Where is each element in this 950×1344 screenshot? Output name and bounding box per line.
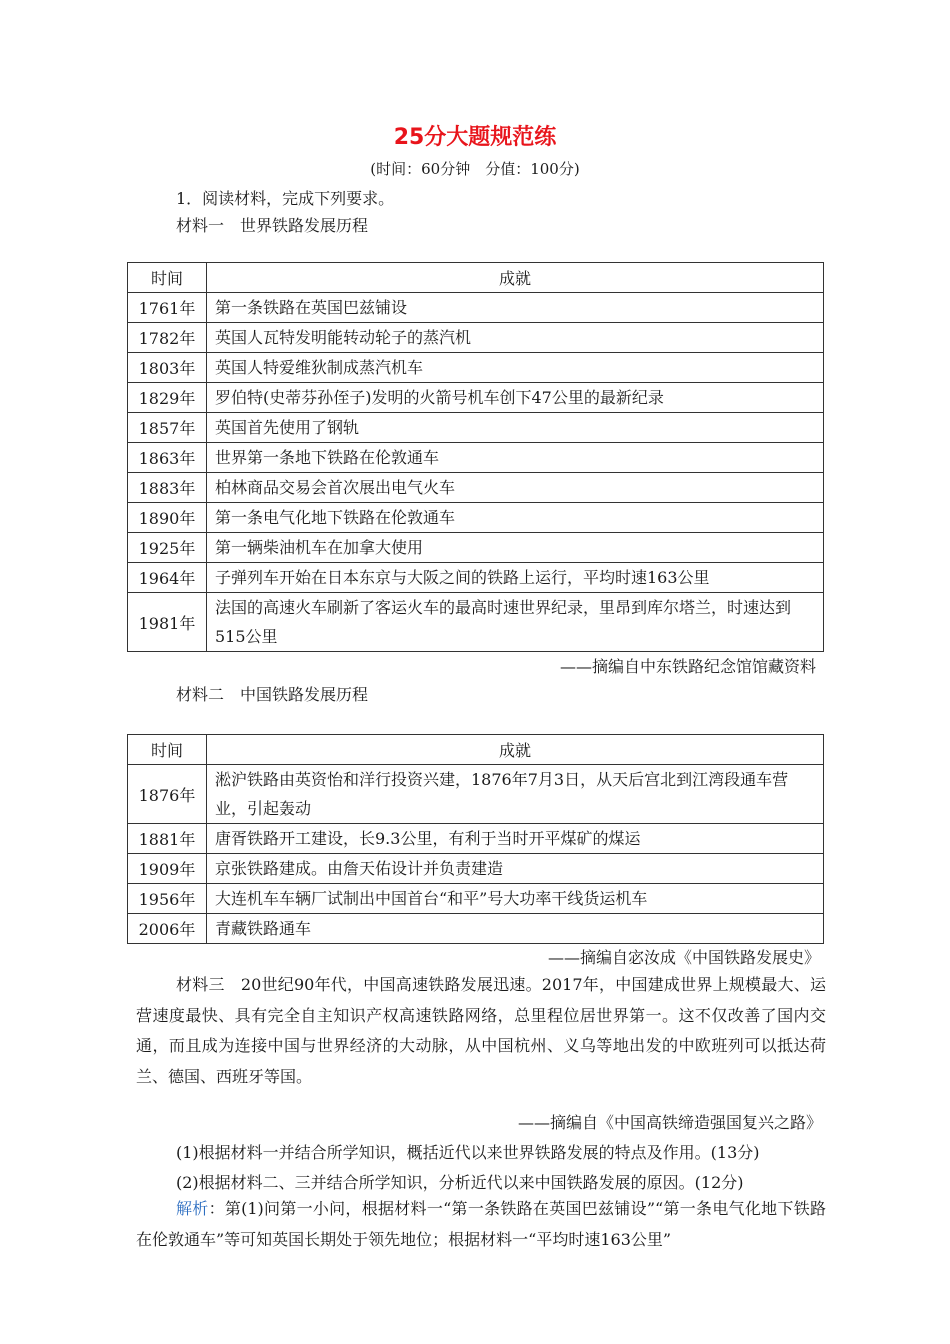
analysis-text: ：第(1)问第一小问，根据材料一“第一条铁路在英国巴兹铺设”“第一条电气化地下铁路在伦敦通车”等可知英国长期处于领先地位；根据材料一“平均时速163公里” — [136, 1199, 826, 1249]
row-year: 1881年 — [128, 824, 207, 854]
material3-text: 材料三 20世纪90年代，中国高速铁路发展迅速。2017年，中国建成世界上规模最大、运营速度最快、具有完全自主知识产权高速铁路网络，总里程位居世界第一。这不仅改善了国内交通，而且成为连接中国与世界经济的大动脉，从中国杭州、义乌等地出发的中欧班列可以抵达荷兰、德国、西班牙等国。 — [136, 975, 826, 1086]
row-achievement: 第一条电气化地下铁路在伦敦通车 — [207, 503, 824, 533]
table-row — [128, 593, 824, 652]
table-row — [128, 914, 824, 944]
question-1: (1)根据材料一并结合所学知识，概括近代以来世界铁路发展的特点及作用。(13分) — [176, 1143, 760, 1162]
row-year: 1863年 — [128, 443, 207, 473]
table-row — [128, 443, 824, 473]
row-year: 1890年 — [128, 503, 207, 533]
table-row — [128, 765, 824, 824]
table-header-row — [128, 263, 824, 293]
table-row — [128, 293, 824, 323]
header-achievement: 成就 — [207, 263, 824, 293]
row-year: 1909年 — [128, 854, 207, 884]
table-header-row — [128, 735, 824, 765]
row-year: 1857年 — [128, 413, 207, 443]
table-row — [128, 473, 824, 503]
table-row — [128, 383, 824, 413]
header-time: 时间 — [128, 263, 207, 293]
material3-source: ——摘编自《中国高铁缔造强国复兴之路》 — [517, 1113, 822, 1132]
row-achievement: 英国首先使用了钢轨 — [207, 413, 824, 443]
table-row — [128, 563, 824, 593]
row-year: 1829年 — [128, 383, 207, 413]
analysis-label: 解析 — [176, 1199, 209, 1218]
material2-heading: 材料二 中国铁路发展历程 — [176, 685, 369, 704]
table-row — [128, 854, 824, 884]
row-year: 2006年 — [128, 914, 207, 944]
table-row — [128, 884, 824, 914]
row-achievement: 青藏铁路通车 — [207, 914, 824, 944]
row-achievement: 子弹列车开始在日本东京与大阪之间的铁路上运行，平均时速163公里 — [207, 563, 824, 593]
table-row — [128, 824, 824, 854]
row-year: 1761年 — [128, 293, 207, 323]
row-year: 1782年 — [128, 323, 207, 353]
row-achievement: 唐胥铁路开工建设，长9.3公里，有利于当时开平煤矿的煤运 — [207, 824, 824, 854]
material1-heading: 材料一 世界铁路发展历程 — [176, 216, 369, 235]
row-achievement: 第一辆柴油机车在加拿大使用 — [207, 533, 824, 563]
material1-table — [127, 262, 824, 652]
question-2: (2)根据材料二、三并结合所学知识，分析近代以来中国铁路发展的原因。(12分) — [176, 1173, 744, 1192]
row-year: 1925年 — [128, 533, 207, 563]
table-row — [128, 503, 824, 533]
row-year: 1981年 — [128, 593, 207, 652]
row-achievement: 京张铁路建成。由詹天佑设计并负责建造 — [207, 854, 824, 884]
row-achievement: 淞沪铁路由英资怡和洋行投资兴建，1876年7月3日，从天后宫北到江湾段通车营业，引起轰动 — [207, 765, 824, 824]
row-achievement: 英国人瓦特发明能转动轮子的蒸汽机 — [207, 323, 824, 353]
question-intro: 1．阅读材料，完成下列要求。 — [176, 189, 395, 208]
row-year: 1964年 — [128, 563, 207, 593]
material2-table — [127, 734, 824, 944]
row-achievement: 大连机车车辆厂试制出中国首台“和平”号大功率干线货运机车 — [207, 884, 824, 914]
material2-source: ——摘编自宓汝成《中国铁路发展史》 — [547, 948, 820, 967]
row-achievement: 柏林商品交易会首次展出电气火车 — [207, 473, 824, 503]
row-achievement: 英国人特爱维狄制成蒸汽机车 — [207, 353, 824, 383]
row-achievement: 罗伯特(史蒂芬孙侄子)发明的火箭号机车创下47公里的最新纪录 — [207, 383, 824, 413]
row-achievement: 第一条铁路在英国巴兹铺设 — [207, 293, 824, 323]
table-row — [128, 533, 824, 563]
analysis-paragraph — [136, 1194, 826, 1255]
row-achievement: 法国的高速火车刷新了客运火车的最高时速世界纪录，里昂到库尔塔兰，时速达到515公里 — [207, 593, 824, 652]
table-row — [128, 413, 824, 443]
header-time: 时间 — [128, 735, 207, 765]
row-year: 1956年 — [128, 884, 207, 914]
page-title: 25分大题规范练 — [393, 125, 557, 150]
table-row — [128, 353, 824, 383]
page-subtitle: (时间：60分钟 分值：100分) — [370, 160, 580, 178]
table-row — [128, 323, 824, 353]
material1-source: ——摘编自中东铁路纪念馆馆藏资料 — [559, 657, 816, 676]
header-achievement: 成就 — [207, 735, 824, 765]
row-year: 1876年 — [128, 765, 207, 824]
row-year: 1883年 — [128, 473, 207, 503]
row-achievement: 世界第一条地下铁路在伦敦通车 — [207, 443, 824, 473]
row-year: 1803年 — [128, 353, 207, 383]
